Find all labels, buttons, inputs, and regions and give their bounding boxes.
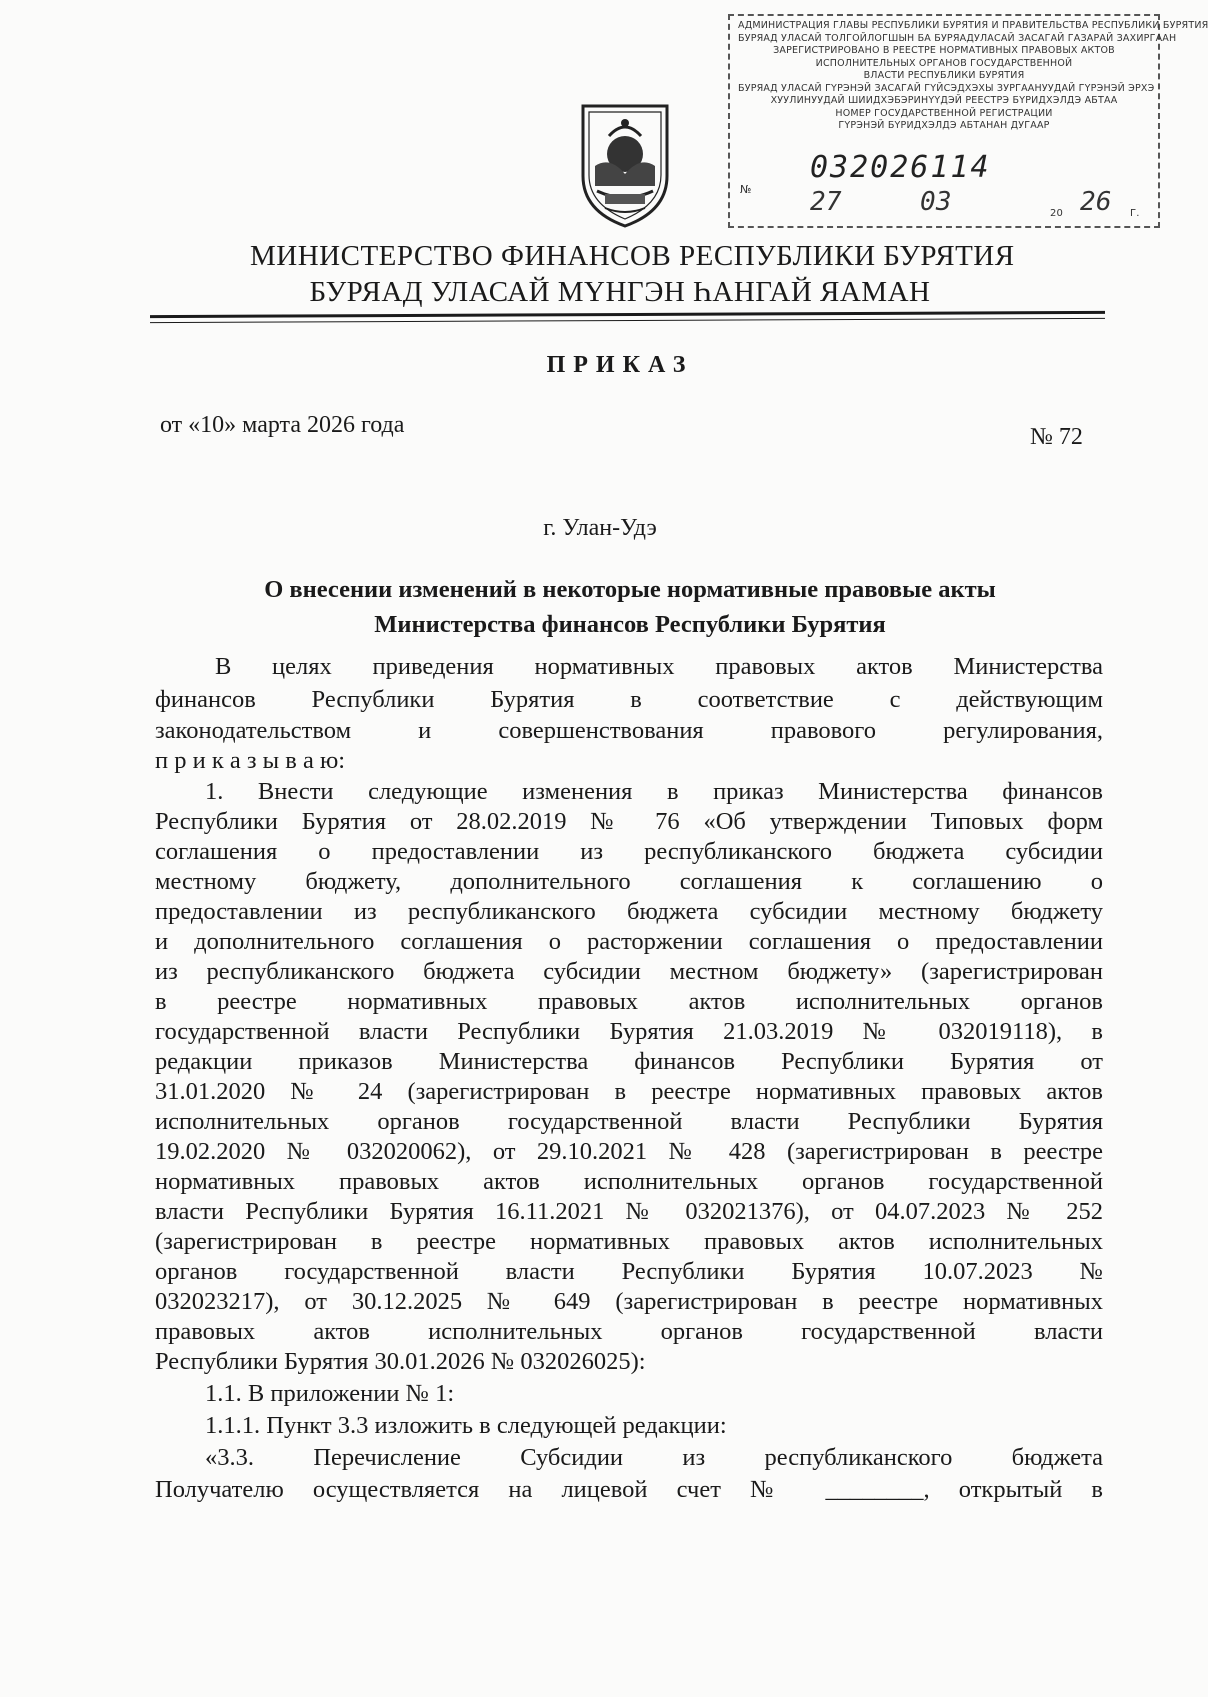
body-line: государственной власти Республики Бурятия 21.03.2019 № 032019118), в xyxy=(155,1018,1103,1045)
body-line: правовых актов исполнительных органов государственной власти xyxy=(155,1318,1103,1345)
body-line: Республики Бурятия 30.01.2026 № 032026025): xyxy=(155,1348,646,1375)
document-type-title: ПРИКАЗ xyxy=(546,352,694,378)
stamp-line: БУРЯАД УЛАСАЙ ТОЛГОЙЛОГШЫН БА БУРЯАДУЛАСАЙ ЗАСАГАЙ ГАЗАРАЙ ЗАХИРГААН xyxy=(738,32,1177,44)
document-number: № 72 xyxy=(1030,424,1083,450)
body-line: 1.1.1. Пункт 3.3 изложить в следующей редакции: xyxy=(205,1412,727,1439)
stamp-line: ЗАРЕГИСТРИРОВАНО В РЕЕСТРЕ НОРМАТИВНЫХ ПРАВОВЫХ АКТОВ xyxy=(773,45,1115,56)
body-line: «3.3. Перечисление Субсидии из республиканского бюджета xyxy=(205,1444,1103,1471)
ministry-name-bua: БУРЯАД УЛАСАЙ МҮНГЭН ҺАНГАЙ ЯАМАН xyxy=(309,276,931,308)
registration-stamp xyxy=(728,14,1208,228)
body-line: 1. Внести следующие изменения в приказ Министерства финансов xyxy=(205,778,1103,805)
stamp-date-year: 26 xyxy=(1080,187,1112,217)
stamp-line: АДМИНИСТРАЦИЯ ГЛАВЫ РЕСПУБЛИКИ БУРЯТИЯ И ПРАВИТЕЛЬСТВА РЕСПУБЛИКИ БУРЯТИЯ xyxy=(738,20,1208,31)
document-subject xyxy=(150,572,1110,642)
stamp-line: ИСПОЛНИТЕЛЬНЫХ ОРГАНОВ ГОСУДАРСТВЕННОЙ xyxy=(815,57,1073,69)
body-line: Республики Бурятия от 28.02.2019 № 76 «Об утверждении Типовых форм xyxy=(155,808,1103,835)
body-line: и дополнительного соглашения о расторжении соглашения о предоставлении xyxy=(155,928,1103,955)
body-line: В целях приведения нормативных правовых актов Министерства xyxy=(215,653,1103,680)
body-line: 19.02.2020 № 032020062), от 29.10.2021 № 428 (зарегистрирован в реестре xyxy=(155,1138,1103,1165)
stamp-date-year-prefix: 20 xyxy=(1050,208,1064,219)
body-line: законодательством и совершенствования правового регулирования, xyxy=(155,717,1103,744)
stamp-line: ГҮРЭНЭЙ БҮРИДХЭЛДЭ АБТАHАН ДУГААР xyxy=(838,120,1050,131)
body-line: 1.1. В приложении № 1: xyxy=(205,1380,455,1407)
body-line: соглашения о предоставлении из республиканского бюджета субсидии xyxy=(155,838,1103,865)
body-line: финансов Республики Бурятия в соответствие с действующим xyxy=(155,686,1103,713)
stamp-date-month: 03 xyxy=(920,187,952,217)
stamp-line: НОМЕР ГОСУДАРСТВЕННОЙ РЕГИСТРАЦИИ xyxy=(835,107,1053,119)
stamp-line: ХУУЛИНУУДАЙ ШИИДХЭБЭРИНҮҮДЭЙ РЕЕСТРЭ БҮРИДХЭЛДЭ АБТАА xyxy=(770,95,1118,106)
stamp-date-row xyxy=(750,187,1150,228)
stamp-line: БУРЯАД УЛАСАЙ ГҮРЭНЭЙ ЗАСАГАЙ ГҮЙСЭДХЭХЫ ЗУРГААНУУДАЙ ГҮРЭНЭЙ ЭРХЭ xyxy=(738,82,1155,94)
document-city: г. Улан-Удэ xyxy=(543,515,657,541)
stamp-number-label: № xyxy=(740,183,752,196)
document-date: от «10» марта 2026 года xyxy=(160,412,405,438)
stamp-registration-number: 032026114 xyxy=(810,150,991,185)
body-line: предоставлении из республиканского бюджета субсидии местному бюджету xyxy=(155,898,1103,925)
body-line: редакции приказов Министерства финансов Республики Бурятия от xyxy=(155,1048,1103,1075)
stamp-date-suffix: Г. xyxy=(1130,208,1140,219)
body-line: органов государственной власти Республики Бурятия 10.07.2023 № xyxy=(155,1258,1103,1285)
body-line: Получателю осуществляется на лицевой счет № ________, открытый в xyxy=(155,1476,1103,1503)
body-line: в реестре нормативных правовых актов исполнительных органов xyxy=(155,988,1103,1015)
ministry-name-ru: МИНИСТЕРСТВО ФИНАНСОВ РЕСПУБЛИКИ БУРЯТИЯ xyxy=(250,240,1015,272)
body-line: нормативных правовых актов исполнительных органов государственной xyxy=(155,1168,1103,1195)
body-line: п р и к а з ы в а ю: xyxy=(155,747,346,774)
subject-line: О внесении изменений в некоторые нормативные правовые акты xyxy=(264,576,996,603)
body-line: власти Республики Бурятия 16.11.2021 № 032021376), от 04.07.2023 № 252 xyxy=(155,1198,1103,1225)
coat-of-arms-icon xyxy=(575,96,675,231)
body-line: 31.01.2020 № 24 (зарегистрирован в реестре нормативных правовых актов xyxy=(155,1078,1103,1105)
body-line: местному бюджету, дополнительного соглашения к соглашению о xyxy=(155,868,1103,895)
body-line: из республиканского бюджета субсидии местном бюджету» (зарегистрирован xyxy=(155,958,1103,985)
header-divider xyxy=(150,311,1105,318)
stamp-line: ВЛАСТИ РЕСПУБЛИКИ БУРЯТИЯ xyxy=(863,70,1025,81)
body-line: (зарегистрирован в реестре нормативных правовых актов исполнительных xyxy=(155,1228,1103,1255)
header-divider-thin xyxy=(150,318,1105,323)
stamp-date-day: 27 xyxy=(810,187,842,217)
body-line: 032023217), от 30.12.2025 № 649 (зарегистрирован в реестре нормативных xyxy=(155,1288,1103,1315)
subject-line: Министерства финансов Республики Бурятия xyxy=(374,611,886,638)
body-line: исполнительных органов государственной власти Республики Бурятия xyxy=(155,1108,1103,1135)
